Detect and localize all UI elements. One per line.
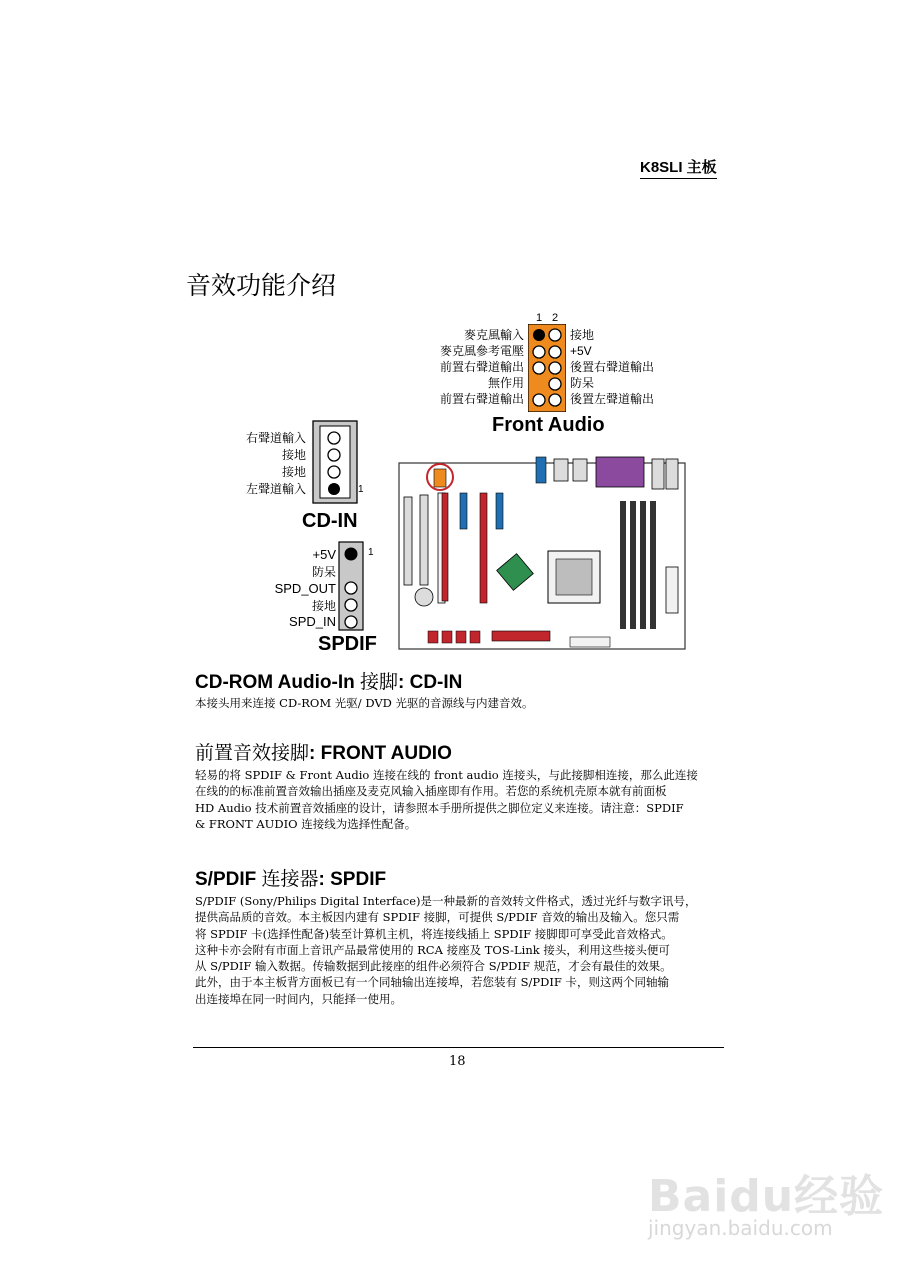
body-line: 此外，由于本主板背方面板已有一个同轴输出连接埠，若您装有 S/PDIF 卡，则这两个同轴输: [195, 975, 670, 990]
spdif-pin-one: 1: [368, 547, 374, 558]
cd-in-connector: [312, 420, 358, 504]
front-audio-right-label: 防呆: [570, 376, 595, 390]
body-line: 在线的的标准前置音效输出插座及麦克风输入插座即有作用。若您的系统机壳原本就有前面板: [195, 784, 667, 799]
section-heading-front-audio: [195, 738, 452, 765]
body-line: 将 SPDIF 卡(选择性配备)装至计算机主机，将连接线插上 SPDIF 接脚即可享受此音效格式。: [195, 926, 673, 941]
body-line: 本接头用来连接 CD-ROM 光驱/ DVD 光驱的音源线与内建音效。: [195, 696, 534, 710]
section-body-cd-in: [195, 695, 739, 711]
baidu-watermark-logo: Baidu经验: [648, 1171, 885, 1222]
section-heading-spdif: [195, 864, 386, 891]
front-audio-left-label: 前置右聲道輸出: [439, 392, 524, 406]
body-line: & FRONT AUDIO 连接线为选择性配备。: [195, 816, 417, 831]
front-audio-left-label: 麥克風輸入: [463, 328, 524, 342]
front-audio-left-label: 麥克風參考電壓: [439, 344, 524, 358]
heading-en: S/PDIF: [195, 869, 257, 890]
spdif-label: +5V: [312, 547, 336, 562]
front-audio-right-label: 後置右聲道輸出: [570, 360, 655, 374]
section-heading-cd-in: [195, 667, 462, 694]
spdif-label: SPD_OUT: [274, 581, 336, 596]
body-line: 这种卡亦会附有市面上音讯产品最常使用的 RCA 接座及 TOS-Link 接头，利用这些接头便可: [195, 942, 670, 957]
heading-tail: : SPDIF: [318, 869, 387, 890]
front-audio-col-2: 2: [552, 312, 559, 324]
cd-in-label: 右聲道輸入: [245, 431, 306, 445]
front-audio-right-label: 後置左聲道輸出: [570, 392, 655, 406]
section-body-spdif: [195, 893, 739, 1007]
page-title: 音效功能介绍: [186, 271, 337, 300]
body-line: 出连接埠在同一时间内，只能择一使用。: [195, 991, 402, 1006]
heading-tail: : FRONT AUDIO: [309, 743, 452, 764]
spdif-connector: [338, 541, 364, 631]
front-audio-right-label: +5V: [570, 344, 592, 358]
heading-tail: : CD-IN: [398, 672, 463, 693]
running-header: K8SLI 主板: [640, 156, 717, 179]
cd-in-label: 左聲道輸入: [245, 482, 306, 496]
body-line: 轻易的将 SPDIF & Front Audio 连接在线的 front audio 连接头，与此接脚相连接，那么此连接: [195, 768, 698, 782]
body-line: 从 S/PDIF 输入数据。传输数据到此接座的组件必须符合 S/PDIF 规范，才会有最佳的效果。: [195, 959, 672, 974]
cd-in-label: 接地: [281, 465, 306, 479]
front-audio-header-connector: [528, 324, 566, 412]
cd-in-label: 接地: [281, 448, 306, 462]
spdif-label: SPD_IN: [289, 614, 336, 629]
body-line: HD Audio 技术前置音效插座的设计，请参照本手册所提供之脚位定义来连接。请注意：SPDIF: [195, 800, 684, 815]
heading-cjk: 接脚: [359, 671, 398, 693]
spdif-label: 防呆: [311, 565, 336, 579]
heading-en: CD-ROM Audio-In: [195, 672, 355, 693]
cd-in-title: CD-IN: [302, 510, 358, 532]
front-audio-right-label: 接地: [570, 328, 595, 342]
spdif-title: SPDIF: [318, 633, 377, 655]
baidu-watermark-url: jingyan.baidu.com: [648, 1216, 833, 1240]
front-audio-left-label: 前置右聲道輸出: [439, 360, 524, 374]
front-audio-left-label: 無作用: [487, 376, 524, 390]
footer-divider: [193, 1047, 724, 1048]
spdif-label: 接地: [311, 599, 336, 613]
section-body-front-audio: [195, 767, 739, 832]
front-audio-col-1: 1: [536, 312, 543, 324]
heading-cjk: 前置音效接脚: [195, 742, 310, 764]
heading-cjk: 连接器: [261, 868, 319, 890]
motherboard-layout-diagram: [398, 455, 688, 651]
body-line: 提供高品质的音效。本主板因内建有 SPDIF 接脚，可提供 S/PDIF 音效的输出及输入。您只需: [195, 910, 680, 925]
cd-in-pin-one: 1: [358, 484, 364, 495]
page-number: 18: [449, 1054, 466, 1069]
body-line: S/PDIF (Sony/Philips Digital Interface)是一种最新的音效转文件格式，透过光纤与数字讯号，: [195, 894, 697, 908]
front-audio-title: Front Audio: [492, 414, 605, 436]
